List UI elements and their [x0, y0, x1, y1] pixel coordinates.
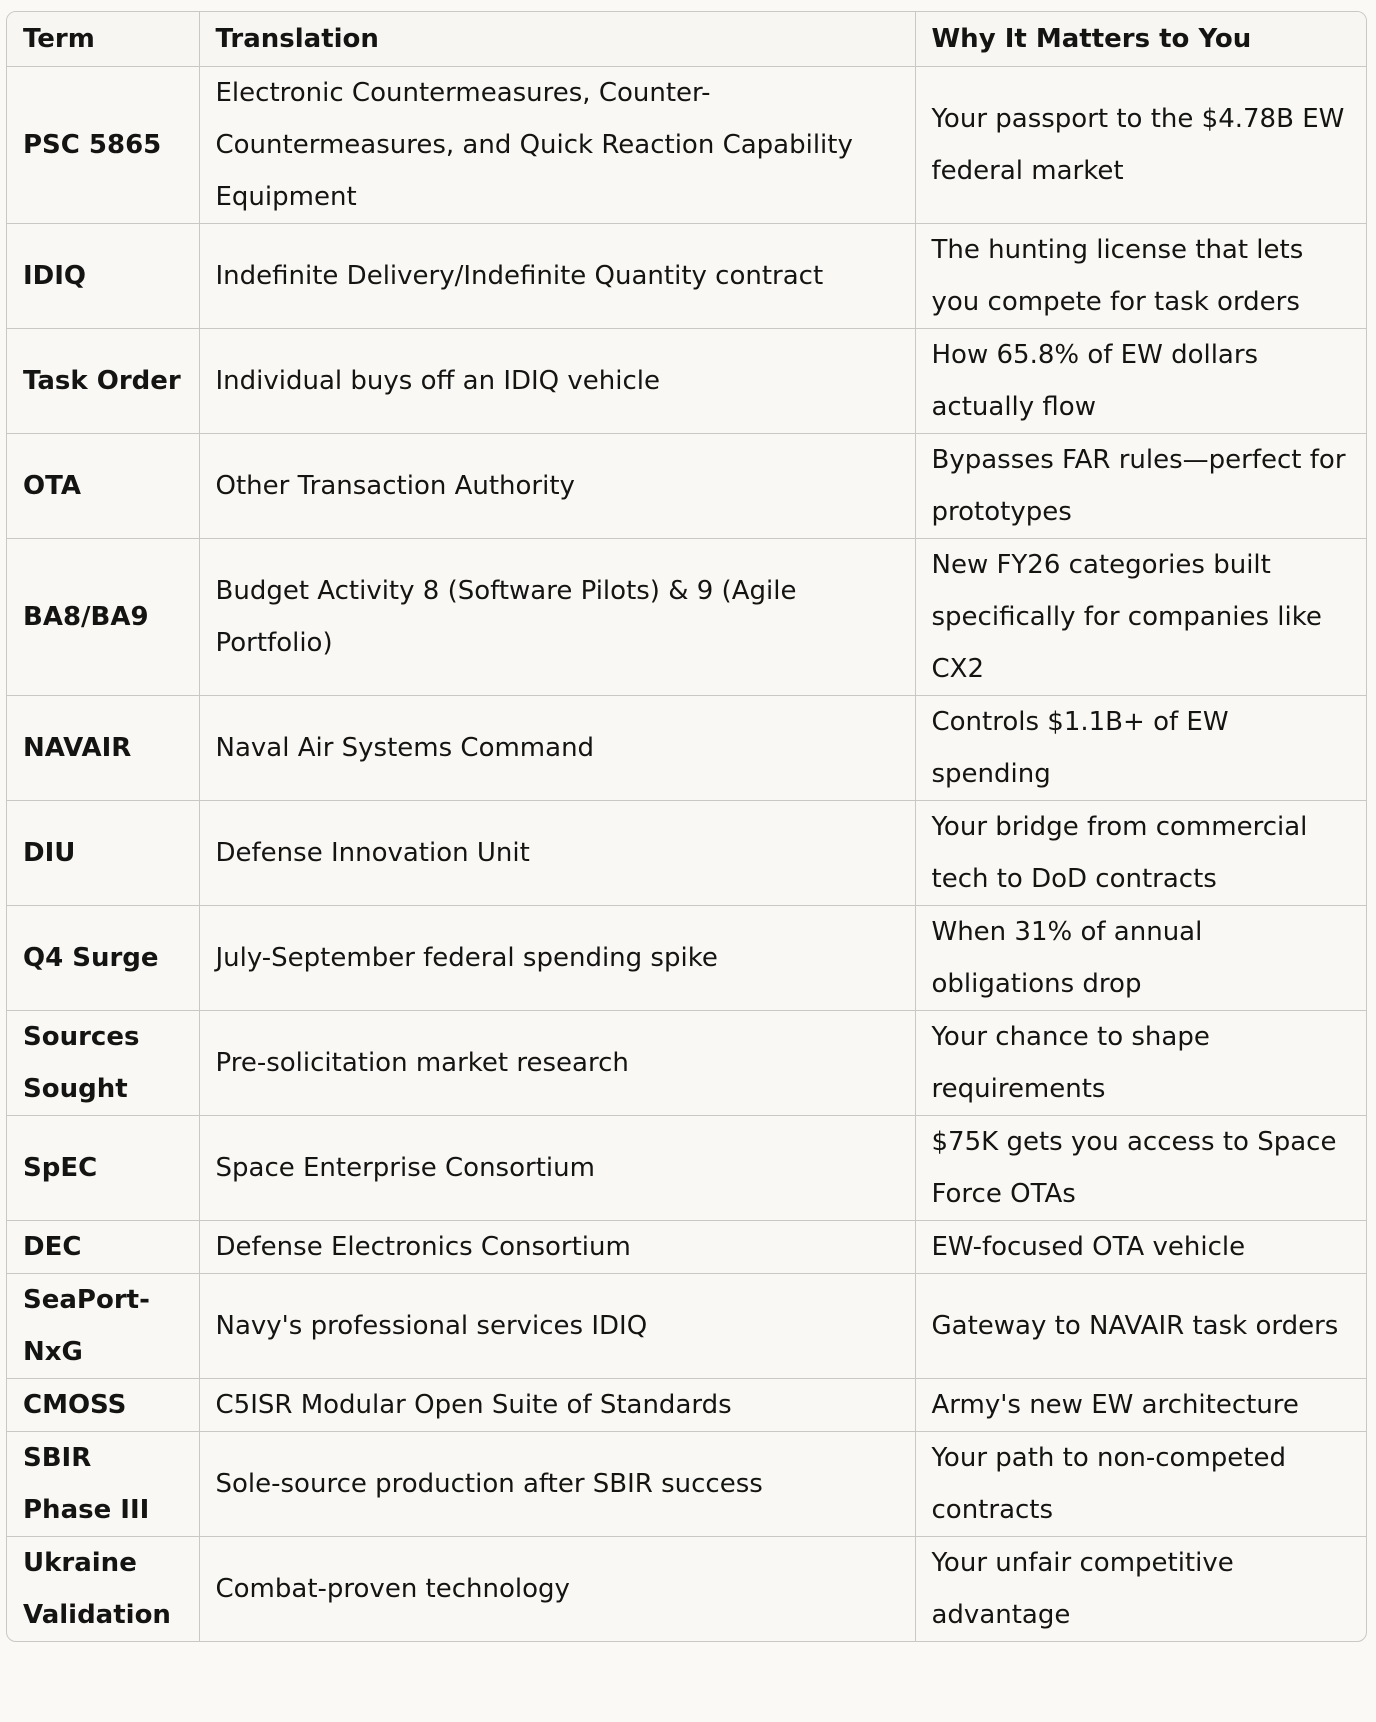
term-cell: OTA: [7, 434, 199, 539]
table-row: [7, 1274, 1366, 1379]
header-why-it-matters: Why It Matters to You: [915, 12, 1366, 67]
table-row: [7, 1116, 1366, 1221]
why-it-matters-cell: New FY26 categories built specifically for companies like CX2: [915, 539, 1366, 696]
translation-cell: Pre-solicitation market research: [199, 1011, 915, 1116]
translation-cell: Combat-proven technology: [199, 1537, 915, 1642]
why-it-matters-cell: Controls $1.1B+ of EW spending: [915, 696, 1366, 801]
translation-cell: Defense Innovation Unit: [199, 801, 915, 906]
term-cell: BA8/BA9: [7, 539, 199, 696]
term-cell: SeaPort-NxG: [7, 1274, 199, 1379]
table-row: [7, 1432, 1366, 1537]
translation-cell: Space Enterprise Consortium: [199, 1116, 915, 1221]
translation-cell: Naval Air Systems Command: [199, 696, 915, 801]
term-cell: DIU: [7, 801, 199, 906]
term-cell: PSC 5865: [7, 67, 199, 224]
table-row: [7, 329, 1366, 434]
why-it-matters-cell: Gateway to NAVAIR task orders: [915, 1274, 1366, 1379]
table-row: [7, 434, 1366, 539]
translation-cell: Navy's professional services IDIQ: [199, 1274, 915, 1379]
term-cell: Ukraine Validation: [7, 1537, 199, 1642]
glossary-table-container: [6, 11, 1367, 1642]
header-term: Term: [7, 12, 199, 67]
why-it-matters-cell: Army's new EW architecture: [915, 1379, 1366, 1432]
term-cell: SBIR Phase III: [7, 1432, 199, 1537]
why-it-matters-cell: Your passport to the $4.78B EW federal market: [915, 67, 1366, 224]
translation-cell: C5ISR Modular Open Suite of Standards: [199, 1379, 915, 1432]
term-cell: SpEC: [7, 1116, 199, 1221]
glossary-table: [7, 12, 1366, 1641]
translation-cell: Individual buys off an IDIQ vehicle: [199, 329, 915, 434]
why-it-matters-cell: Your path to non-competed contracts: [915, 1432, 1366, 1537]
term-cell: Sources Sought: [7, 1011, 199, 1116]
why-it-matters-cell: EW-focused OTA vehicle: [915, 1221, 1366, 1274]
why-it-matters-cell: Your bridge from commercial tech to DoD contracts: [915, 801, 1366, 906]
table-row: [7, 801, 1366, 906]
table-header-row: [7, 12, 1366, 67]
translation-cell: Other Transaction Authority: [199, 434, 915, 539]
term-cell: Q4 Surge: [7, 906, 199, 1011]
why-it-matters-cell: The hunting license that lets you compete for task orders: [915, 224, 1366, 329]
table-row: [7, 906, 1366, 1011]
term-cell: Task Order: [7, 329, 199, 434]
term-cell: DEC: [7, 1221, 199, 1274]
table-row: [7, 1011, 1366, 1116]
table-body: [7, 67, 1366, 1642]
term-cell: NAVAIR: [7, 696, 199, 801]
why-it-matters-cell: How 65.8% of EW dollars actually flow: [915, 329, 1366, 434]
why-it-matters-cell: $75K gets you access to Space Force OTAs: [915, 1116, 1366, 1221]
term-cell: IDIQ: [7, 224, 199, 329]
table-row: [7, 696, 1366, 801]
why-it-matters-cell: Your chance to shape requirements: [915, 1011, 1366, 1116]
translation-cell: Indefinite Delivery/Indefinite Quantity contract: [199, 224, 915, 329]
translation-cell: Electronic Countermeasures, Counter-Countermeasures, and Quick Reaction Capability Equipment: [199, 67, 915, 224]
why-it-matters-cell: Bypasses FAR rules—perfect for prototypes: [915, 434, 1366, 539]
table-row: [7, 1221, 1366, 1274]
why-it-matters-cell: Your unfair competitive advantage: [915, 1537, 1366, 1642]
table-row: [7, 224, 1366, 329]
term-cell: CMOSS: [7, 1379, 199, 1432]
table-row: [7, 1379, 1366, 1432]
table-row: [7, 1537, 1366, 1642]
table-row: [7, 539, 1366, 696]
table-row: [7, 67, 1366, 224]
translation-cell: July-September federal spending spike: [199, 906, 915, 1011]
translation-cell: Sole-source production after SBIR success: [199, 1432, 915, 1537]
translation-cell: Defense Electronics Consortium: [199, 1221, 915, 1274]
why-it-matters-cell: When 31% of annual obligations drop: [915, 906, 1366, 1011]
header-translation: Translation: [199, 12, 915, 67]
translation-cell: Budget Activity 8 (Software Pilots) & 9 (Agile Portfolio): [199, 539, 915, 696]
